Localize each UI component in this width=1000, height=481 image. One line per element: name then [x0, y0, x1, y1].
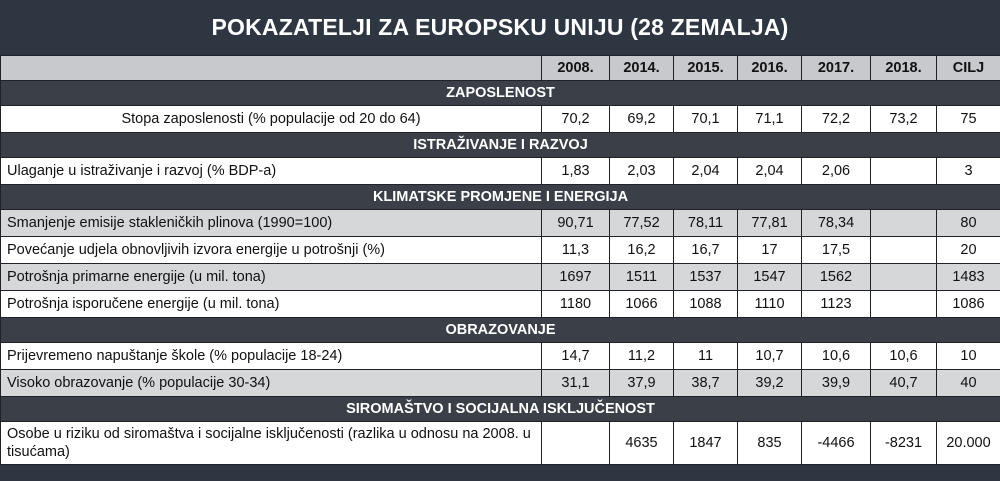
section-header-row [1, 397, 1000, 422]
section-heading: OBRAZOVANJE [1, 318, 1000, 343]
value-cell: 10,7 [738, 343, 802, 370]
value-cell: 10,6 [871, 343, 937, 370]
section-header-row [1, 81, 1000, 106]
value-cell: 37,9 [610, 370, 674, 397]
row-label: Povećanje udjela obnovljivih izvora energije u potrošnji (%) [1, 237, 542, 264]
value-cell: 2,03 [610, 158, 674, 185]
value-cell [871, 158, 937, 185]
table-row [1, 210, 1000, 237]
value-cell: 11,3 [542, 237, 610, 264]
value-cell: 1547 [738, 264, 802, 291]
value-cell: 72,2 [802, 106, 871, 133]
indicator-table [0, 55, 1000, 465]
value-cell [871, 237, 937, 264]
value-cell: 90,71 [542, 210, 610, 237]
row-label: Prijevremeno napuštanje škole (% populacije 18-24) [1, 343, 542, 370]
value-cell: 1537 [674, 264, 738, 291]
value-cell: 77,81 [738, 210, 802, 237]
value-cell: 1483 [937, 264, 1000, 291]
value-cell: 1066 [610, 291, 674, 318]
column-header: 2015. [674, 56, 738, 81]
value-cell: -8231 [871, 422, 937, 465]
table-row [1, 422, 1000, 465]
table-body [1, 81, 1000, 465]
section-header-row [1, 185, 1000, 210]
value-cell: 1562 [802, 264, 871, 291]
value-cell: 16,2 [610, 237, 674, 264]
value-cell: 2,04 [738, 158, 802, 185]
value-cell: 40,7 [871, 370, 937, 397]
column-header: 2017. [802, 56, 871, 81]
value-cell: 2,06 [802, 158, 871, 185]
value-cell: 38,7 [674, 370, 738, 397]
column-header: 2008. [542, 56, 610, 81]
row-label: Smanjenje emisije stakleničkih plinova (1990=100) [1, 210, 542, 237]
value-cell: 4635 [610, 422, 674, 465]
value-cell: 78,34 [802, 210, 871, 237]
value-cell: 78,11 [674, 210, 738, 237]
value-cell: 70,1 [674, 106, 738, 133]
table-row [1, 264, 1000, 291]
row-label: Potrošnja isporučene energije (u mil. tona) [1, 291, 542, 318]
table-row [1, 343, 1000, 370]
value-cell: 17 [738, 237, 802, 264]
value-cell: 10,6 [802, 343, 871, 370]
row-label: Stopa zaposlenosti (% populacije od 20 do 64) [1, 106, 542, 133]
row-label: Ulaganje u istraživanje i razvoj (% BDP-a) [1, 158, 542, 185]
value-cell: 16,7 [674, 237, 738, 264]
section-heading: KLIMATSKE PROMJENE I ENERGIJA [1, 185, 1000, 210]
section-header-row [1, 133, 1000, 158]
value-cell: 1847 [674, 422, 738, 465]
value-cell: 70,2 [542, 106, 610, 133]
row-label: Visoko obrazovanje (% populacije 30-34) [1, 370, 542, 397]
value-cell: 1,83 [542, 158, 610, 185]
column-header: 2016. [738, 56, 802, 81]
row-label: Osobe u riziku od siromaštva i socijalne isključenosti (razlika u odnosu na 2008. u tisućama) [1, 422, 542, 465]
table-row [1, 370, 1000, 397]
header-blank-cell [1, 56, 542, 81]
value-cell: 11,2 [610, 343, 674, 370]
value-cell: 80 [937, 210, 1000, 237]
value-cell: 1697 [542, 264, 610, 291]
value-cell: 77,52 [610, 210, 674, 237]
value-cell: 73,2 [871, 106, 937, 133]
section-heading: ZAPOSLENOST [1, 81, 1000, 106]
value-cell: 69,2 [610, 106, 674, 133]
value-cell [871, 291, 937, 318]
column-header: 2018. [871, 56, 937, 81]
value-cell [871, 210, 937, 237]
value-cell [871, 264, 937, 291]
value-cell: 1086 [937, 291, 1000, 318]
table-title: POKAZATELJI ZA EUROPSKU UNIJU (28 ZEMALJA) [0, 0, 1000, 55]
row-label: Potrošnja primarne energije (u mil. tona) [1, 264, 542, 291]
value-cell: 11 [674, 343, 738, 370]
section-heading: ISTRAŽIVANJE I RAZVOJ [1, 133, 1000, 158]
section-header-row [1, 318, 1000, 343]
value-cell: 39,2 [738, 370, 802, 397]
value-cell: 20.000 [937, 422, 1000, 465]
value-cell: 39,9 [802, 370, 871, 397]
column-header: CILJ [937, 56, 1000, 81]
value-cell: 1180 [542, 291, 610, 318]
column-header: 2014. [610, 56, 674, 81]
table-row [1, 237, 1000, 264]
value-cell: 31,1 [542, 370, 610, 397]
value-cell: 835 [738, 422, 802, 465]
value-cell: 1511 [610, 264, 674, 291]
value-cell: 2,04 [674, 158, 738, 185]
value-cell: 10 [937, 343, 1000, 370]
value-cell: 3 [937, 158, 1000, 185]
header-row [1, 56, 1000, 81]
value-cell: 20 [937, 237, 1000, 264]
value-cell: 1088 [674, 291, 738, 318]
value-cell: 75 [937, 106, 1000, 133]
table-row [1, 291, 1000, 318]
value-cell: 17,5 [802, 237, 871, 264]
section-heading: SIROMAŠTVO I SOCIJALNA ISKLJUČENOST [1, 397, 1000, 422]
value-cell: 1123 [802, 291, 871, 318]
table-row [1, 158, 1000, 185]
value-cell: 71,1 [738, 106, 802, 133]
value-cell [542, 422, 610, 465]
value-cell: 1110 [738, 291, 802, 318]
value-cell: 40 [937, 370, 1000, 397]
value-cell: -4466 [802, 422, 871, 465]
value-cell: 14,7 [542, 343, 610, 370]
table-row [1, 106, 1000, 133]
